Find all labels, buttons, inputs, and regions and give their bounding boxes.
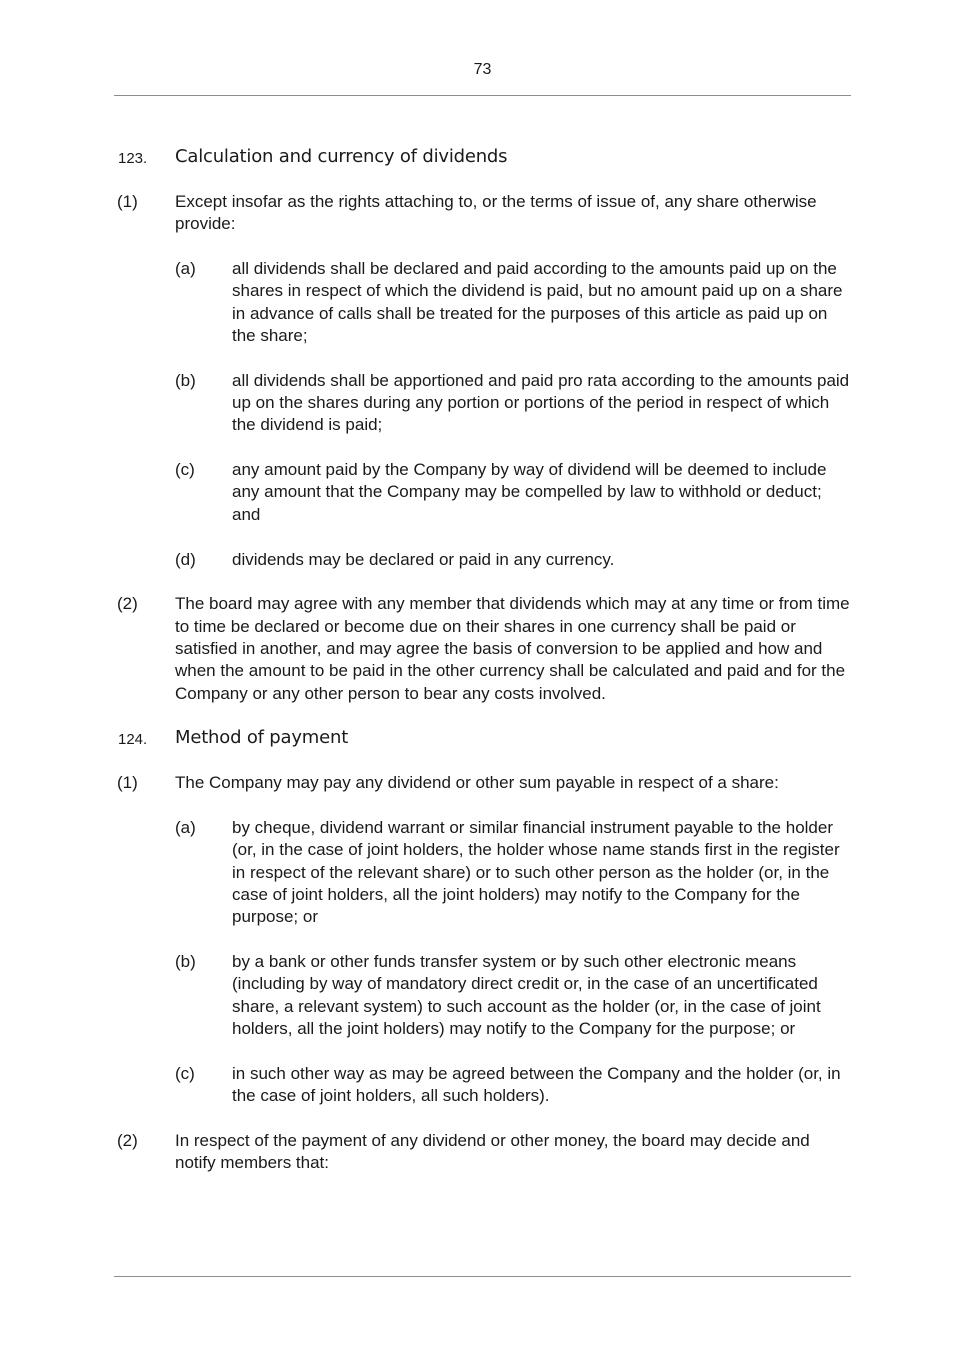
section-number: 123.	[118, 150, 148, 167]
clause-text: all dividends shall be declared and paid according to the amounts paid up on the shares in respect of which the dividend is paid, but no amount paid up on a share in advance of calls shall be treated for the purposes of this article as paid up on the share;	[232, 259, 843, 345]
paragraph-number: (2)	[117, 1130, 138, 1150]
paragraph-number: (2)	[117, 594, 138, 614]
document-body	[0, 146, 965, 1197]
clause-label: (b)	[175, 370, 196, 390]
paragraph-number: (1)	[117, 773, 138, 793]
paragraph-number: (1)	[117, 192, 138, 211]
section-title: Method of payment	[175, 727, 349, 749]
clause-text: by cheque, dividend warrant or similar financial instrument payable to the holder (or, in the case of joint holders, the holder whose name stands first in the register in respect of the relevant share) or to such other person as the holder (or, in the case of joint holders, all the joint holders) may notify to the Company for the purpose; or	[232, 818, 840, 927]
clause-text: any amount paid by the Company by way of dividend will be deemed to include any amount that the Company may be compelled by law to withhold or deduct; and	[232, 460, 827, 524]
page-number: 73	[473, 61, 492, 78]
clause-label: (c)	[175, 1063, 195, 1083]
clause-123-1-d	[0, 549, 965, 571]
clause-124-1-b	[0, 951, 965, 1040]
paragraph-text: The board may agree with any member that dividends which may at any time or from time to time be declared or become due on their shares in one currency shall be paid or satisfied in another, and may agree the basis of conversion to be applied and how and when the amount to be paid in the other currency shall be calculated and paid and for the Company or any other person to bear any costs involved.	[175, 594, 850, 703]
section-heading-124	[0, 727, 965, 749]
clause-123-1-b	[0, 370, 965, 437]
paragraph-124-1	[0, 772, 965, 794]
paragraph-text: In respect of the payment of any dividend or other money, the board may decide and notify members that:	[175, 1130, 810, 1173]
clause-text: by a bank or other funds transfer system or by such other electronic means (including by way of mandatory direct credit or, in the case of an uncertificated share, a relevant system) to such account as the holder (or, in the case of joint holders, all the joint holders) may notify to the Company for the purpose; or	[232, 952, 821, 1039]
clause-124-1-a	[0, 817, 965, 928]
clause-label: (c)	[175, 460, 195, 480]
section-number: 124.	[118, 731, 148, 749]
paragraph-text: The Company may pay any dividend or other sum payable in respect of a share:	[175, 773, 779, 793]
clause-label: (b)	[175, 952, 196, 972]
paragraph-123-2	[0, 593, 965, 704]
header-divider	[114, 95, 851, 96]
clause-label: (d)	[175, 549, 196, 569]
clause-123-1-a	[0, 258, 965, 347]
clause-124-1-c	[0, 1063, 965, 1108]
clause-label: (a)	[175, 259, 196, 279]
clause-123-1-c	[0, 459, 965, 526]
clause-text: dividends may be declared or paid in any currency.	[232, 549, 615, 569]
section-title: Calculation and currency of dividends	[175, 146, 508, 167]
paragraph-123-1	[0, 191, 965, 236]
clause-label: (a)	[175, 818, 196, 838]
paragraph-124-2	[0, 1130, 965, 1175]
clause-text: in such other way as may be agreed between the Company and the holder (or, in the case of joint holders, all such holders).	[232, 1063, 841, 1106]
footer-divider	[114, 1276, 851, 1277]
paragraph-text: Except insofar as the rights attaching to, or the terms of issue of, any share otherwise provide:	[175, 192, 817, 234]
section-heading-123	[0, 146, 965, 168]
clause-text: all dividends shall be apportioned and paid pro rata according to the amounts paid up on the shares during any portion or portions of the period in respect of which the dividend is paid;	[232, 370, 850, 435]
